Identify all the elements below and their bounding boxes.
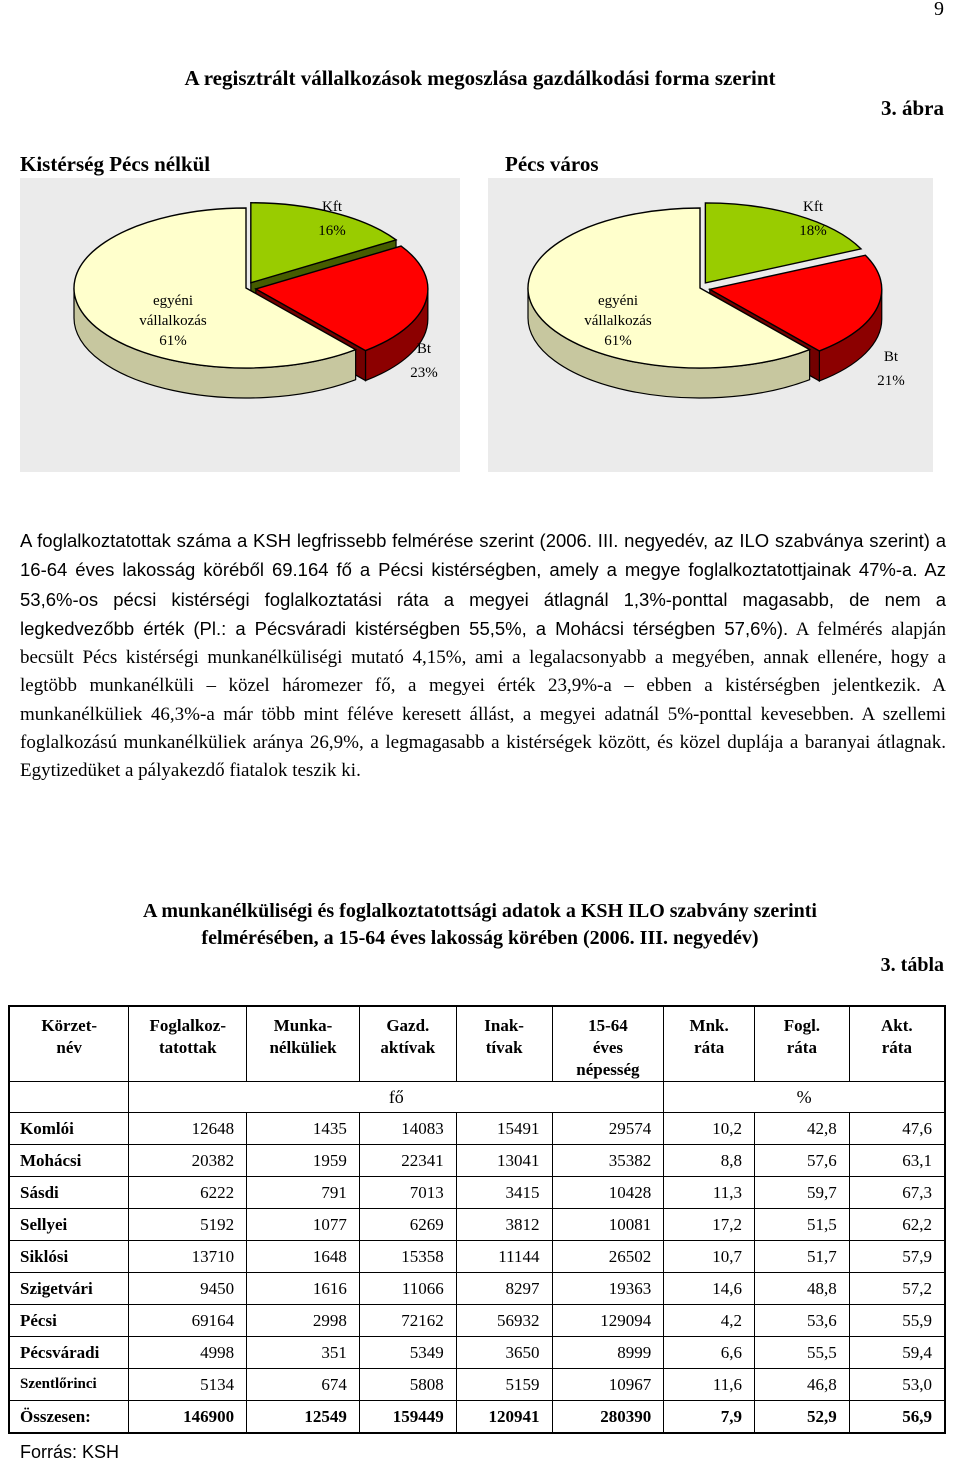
- value-cell: 8297: [456, 1273, 552, 1305]
- header-cell: [849, 1006, 945, 1082]
- district-name-cell: Pécsváradi: [9, 1337, 129, 1369]
- value-cell: 17,2: [664, 1209, 755, 1241]
- value-cell: 120941: [456, 1401, 552, 1434]
- value-cell: 9450: [129, 1273, 247, 1305]
- value-cell: 47,6: [849, 1113, 945, 1145]
- right-pie-chart: [488, 178, 933, 472]
- header-cell: [129, 1006, 247, 1082]
- value-cell: 8999: [552, 1337, 664, 1369]
- value-cell: 11066: [359, 1273, 456, 1305]
- value-cell: 29574: [552, 1113, 664, 1145]
- value-cell: 42,8: [755, 1113, 850, 1145]
- header-cell: [552, 1006, 664, 1082]
- table-row: [9, 1305, 945, 1337]
- table-row: [9, 1209, 945, 1241]
- header-line: név: [56, 1038, 82, 1057]
- table-row: [9, 1145, 945, 1177]
- value-cell: 12549: [247, 1401, 360, 1434]
- value-cell: 280390: [552, 1401, 664, 1434]
- value-cell: 10967: [552, 1369, 664, 1401]
- value-cell: 55,9: [849, 1305, 945, 1337]
- value-cell: 13710: [129, 1241, 247, 1273]
- table-row: [9, 1369, 945, 1401]
- header-line: Fogl.: [783, 1016, 821, 1035]
- table-label: 3. tábla: [880, 954, 944, 976]
- value-cell: 62,2: [849, 1209, 945, 1241]
- value-cell: 15358: [359, 1241, 456, 1273]
- value-cell: 6269: [359, 1209, 456, 1241]
- right-slice-label: Bt: [883, 349, 899, 365]
- value-cell: 26502: [552, 1241, 664, 1273]
- value-cell: 7,9: [664, 1401, 755, 1434]
- header-cell: [456, 1006, 552, 1082]
- left-slice-label: vállalkozás: [139, 313, 207, 329]
- right-slice-label: 61%: [604, 333, 632, 349]
- value-cell: 10428: [552, 1177, 664, 1209]
- value-cell: 10,2: [664, 1113, 755, 1145]
- value-cell: 69164: [129, 1305, 247, 1337]
- figure-title: A regisztrált vállalkozások megoszlása gazdálkodási forma szerint: [184, 66, 776, 90]
- district-name-cell: Sásdi: [9, 1177, 129, 1209]
- district-name-cell: Sellyei: [9, 1209, 129, 1241]
- header-line: nélküliek: [269, 1038, 337, 1057]
- unit-blank-cell: [9, 1082, 129, 1113]
- header-line: 15-64: [588, 1016, 628, 1035]
- left-slice-label: Kft: [322, 199, 342, 215]
- header-line: népesség: [576, 1060, 640, 1079]
- table-unit-row: [9, 1082, 945, 1113]
- value-cell: 15491: [456, 1113, 552, 1145]
- right-slice-label: 18%: [799, 223, 827, 239]
- value-cell: 20382: [129, 1145, 247, 1177]
- header-line: Körzet-: [41, 1016, 98, 1035]
- district-name-cell: Komlói: [9, 1113, 129, 1145]
- paragraph-second-part: A felmérés alapján becsült Pécs kistérségi munkanélküliségi mutató 4,15%, ami a legalacsonyabb a megyében, annak ellenére, hogy a legtöbb munkanélküli – közel háromezer fő, a megyei érték 23,9%-a – ebben a kistérségben jelentkezik. A munkanélküliek 46,3%-a már több mint féléve keresett állást, a megyei adatnál 5%-ponttal kevesebben. A szellemi foglalkozású munkanélküliek aránya 26,9%, a legmagasabb a kistérségek között, és közel duplája a baranyai átlagnak. Egytizedüket a pályakezdő fiatalok teszik ki.: [20, 618, 946, 782]
- value-cell: 5159: [456, 1369, 552, 1401]
- left-slice-label: 61%: [159, 333, 187, 349]
- table-row: [9, 1241, 945, 1273]
- table-row: [9, 1273, 945, 1305]
- value-cell: 12648: [129, 1113, 247, 1145]
- value-cell: 56,9: [849, 1401, 945, 1434]
- value-cell: 22341: [359, 1145, 456, 1177]
- value-cell: 56932: [456, 1305, 552, 1337]
- header-line: aktívak: [380, 1038, 436, 1057]
- right-slice-label: 21%: [877, 373, 905, 389]
- value-cell: 674: [247, 1369, 360, 1401]
- value-cell: 53,0: [849, 1369, 945, 1401]
- table-header-row: [9, 1006, 945, 1082]
- value-cell: 146900: [129, 1401, 247, 1434]
- header-line: Mnk.: [689, 1016, 729, 1035]
- header-cell: [664, 1006, 755, 1082]
- left-chart-title: Kistérség Pécs nélkül: [20, 152, 211, 176]
- header-line: Gazd.: [386, 1016, 430, 1035]
- value-cell: 8,8: [664, 1145, 755, 1177]
- value-cell: 351: [247, 1337, 360, 1369]
- value-cell: 14083: [359, 1113, 456, 1145]
- header-line: Foglalkoz-: [149, 1016, 226, 1035]
- value-cell: 1959: [247, 1145, 360, 1177]
- value-cell: 10,7: [664, 1241, 755, 1273]
- value-cell: 159449: [359, 1401, 456, 1434]
- value-cell: 3415: [456, 1177, 552, 1209]
- left-pie-chart: [20, 178, 460, 472]
- header-line: Munka-: [273, 1016, 333, 1035]
- header-cell: [359, 1006, 456, 1082]
- value-cell: 13041: [456, 1145, 552, 1177]
- right-chart-title: Pécs város: [505, 152, 599, 176]
- value-cell: 6222: [129, 1177, 247, 1209]
- value-cell: 57,9: [849, 1241, 945, 1273]
- value-cell: 3812: [456, 1209, 552, 1241]
- left-pie-svg: [20, 178, 460, 472]
- value-cell: 129094: [552, 1305, 664, 1337]
- value-cell: 11,6: [664, 1369, 755, 1401]
- value-cell: 4998: [129, 1337, 247, 1369]
- value-cell: 55,5: [755, 1337, 850, 1369]
- value-cell: 11,3: [664, 1177, 755, 1209]
- header-line: Akt.: [881, 1016, 913, 1035]
- value-cell: 5808: [359, 1369, 456, 1401]
- header-cell: [247, 1006, 360, 1082]
- header-line: éves: [592, 1038, 624, 1057]
- value-cell: 5134: [129, 1369, 247, 1401]
- value-cell: 53,6: [755, 1305, 850, 1337]
- unit-count-cell: fő: [129, 1082, 664, 1113]
- table-row: [9, 1337, 945, 1369]
- district-name-cell: Összesen:: [9, 1401, 129, 1434]
- left-slice-label: Bt: [416, 341, 432, 357]
- right-slice-label: egyéni: [598, 293, 638, 309]
- district-name-cell: Szigetvári: [9, 1273, 129, 1305]
- page-number: 9: [934, 0, 944, 20]
- left-slice-label: 23%: [410, 365, 438, 381]
- value-cell: 72162: [359, 1305, 456, 1337]
- paragraph-first-part: A foglalkoztatottak száma a KSH legfrissebb felmérése szerint (2006. III. negyedév, az ILO szabványa szerint) a 16-64 éves lakosság köréből 69.164 fő a Pécsi kistérségben, amely a megye foglalkoztatottjainak 47%-a. Az 53,6%-os pécsi kistérségi foglalkoztatási ráta a megyei átlagnál 1,3%-ponttal magasabb, de nem a legkedvezőbb érték (Pl.: a Pécsváradi kistérségben 55,5%, a Mohácsi térségben 57,6%).: [20, 530, 946, 639]
- value-cell: 10081: [552, 1209, 664, 1241]
- value-cell: 63,1: [849, 1145, 945, 1177]
- value-cell: 52,9: [755, 1401, 850, 1434]
- district-name-cell: Szentlőrinci: [9, 1369, 129, 1401]
- value-cell: 19363: [552, 1273, 664, 1305]
- value-cell: 59,7: [755, 1177, 850, 1209]
- value-cell: 35382: [552, 1145, 664, 1177]
- header-cell: [755, 1006, 850, 1082]
- table-total-row: [9, 1401, 945, 1434]
- table-row: [9, 1113, 945, 1145]
- value-cell: 791: [247, 1177, 360, 1209]
- value-cell: 1648: [247, 1241, 360, 1273]
- header-line: Inak-: [484, 1016, 524, 1035]
- value-cell: 5192: [129, 1209, 247, 1241]
- body-paragraph: [20, 527, 946, 786]
- value-cell: 67,3: [849, 1177, 945, 1209]
- district-name-cell: Siklósi: [9, 1241, 129, 1273]
- value-cell: 4,2: [664, 1305, 755, 1337]
- value-cell: 1077: [247, 1209, 360, 1241]
- value-cell: 11144: [456, 1241, 552, 1273]
- data-table: [8, 1005, 946, 1434]
- right-slice-label: vállalkozás: [584, 313, 652, 329]
- header-line: tatottak: [158, 1038, 217, 1057]
- value-cell: 1435: [247, 1113, 360, 1145]
- value-cell: 57,2: [849, 1273, 945, 1305]
- right-pie-svg: [488, 178, 933, 472]
- value-cell: 57,6: [755, 1145, 850, 1177]
- district-name-cell: Mohácsi: [9, 1145, 129, 1177]
- right-slice-label: Kft: [803, 199, 823, 215]
- table-row: [9, 1177, 945, 1209]
- value-cell: 14,6: [664, 1273, 755, 1305]
- header-line: ráta: [786, 1038, 817, 1057]
- figure-label: 3. ábra: [881, 96, 944, 120]
- table-title-line1: A munkanélküliségi és foglalkoztatottsági adatok a KSH ILO szabvány szerinti: [143, 900, 817, 922]
- source-note: Forrás: KSH: [20, 1442, 120, 1462]
- table-title-line2: felmérésében, a 15-64 éves lakosság körében (2006. III. negyedév): [201, 927, 759, 949]
- value-cell: 59,4: [849, 1337, 945, 1369]
- unit-pct-cell: %: [664, 1082, 945, 1113]
- value-cell: 6,6: [664, 1337, 755, 1369]
- value-cell: 51,5: [755, 1209, 850, 1241]
- left-slice-label: egyéni: [153, 293, 193, 309]
- value-cell: 46,8: [755, 1369, 850, 1401]
- value-cell: 7013: [359, 1177, 456, 1209]
- value-cell: 1616: [247, 1273, 360, 1305]
- header-line: ráta: [881, 1038, 912, 1057]
- value-cell: 3650: [456, 1337, 552, 1369]
- value-cell: 48,8: [755, 1273, 850, 1305]
- value-cell: 2998: [247, 1305, 360, 1337]
- header-line: tívak: [485, 1038, 523, 1057]
- table-title: [0, 898, 960, 952]
- left-slice-label: 16%: [318, 223, 346, 239]
- header-line: ráta: [694, 1038, 725, 1057]
- value-cell: 51,7: [755, 1241, 850, 1273]
- header-cell: [9, 1006, 129, 1082]
- value-cell: 5349: [359, 1337, 456, 1369]
- district-name-cell: Pécsi: [9, 1305, 129, 1337]
